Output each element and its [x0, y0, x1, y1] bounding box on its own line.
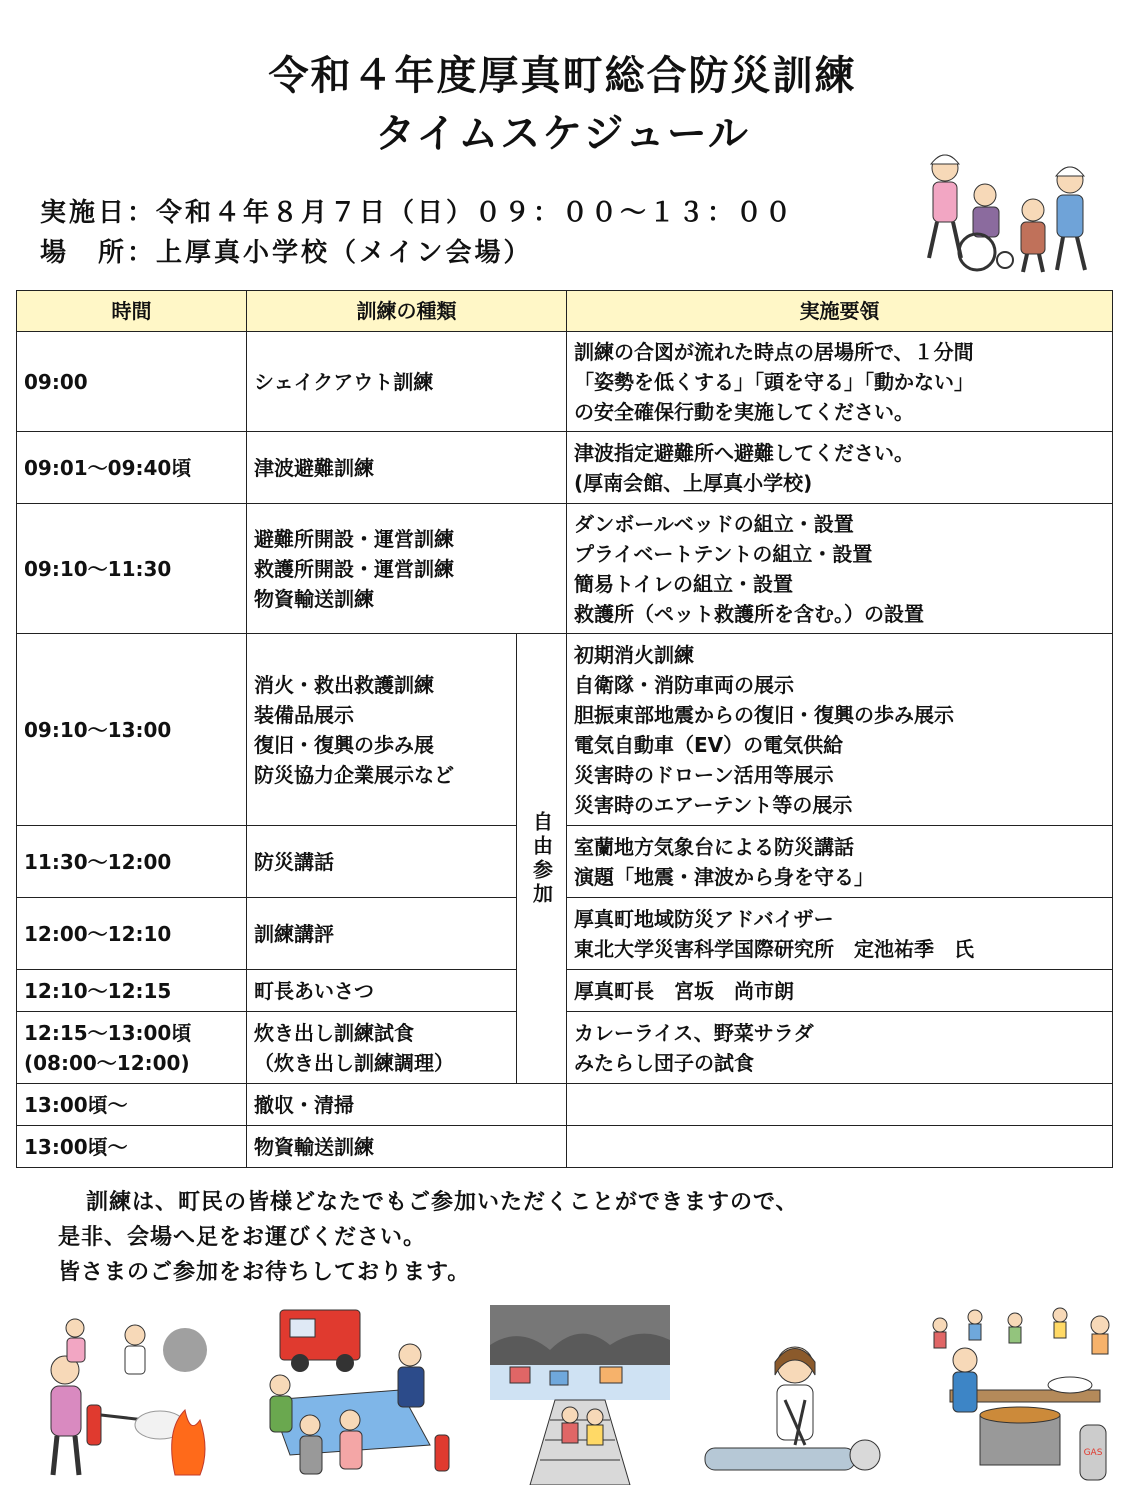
row-details: ダンボールベッドの組立・設置 プライベートテントの組立・設置 簡易トイレの組立・設置 救護所（ペット救護所を含む。）の設置: [567, 504, 1113, 634]
table-header-row: [17, 291, 1113, 332]
gas-label: GAS: [1083, 1448, 1103, 1458]
header-type: 訓練の種類: [247, 291, 567, 332]
table-row: [17, 1126, 1113, 1168]
row-time: 09:00: [17, 332, 247, 432]
table-row: [17, 432, 1113, 504]
evacuation-people-illustration: [905, 140, 1105, 275]
table-row: [17, 332, 1113, 432]
table-row: [17, 1084, 1113, 1126]
row-type: 炊き出し訓練試食 （炊き出し訓練調理）: [247, 1012, 517, 1084]
row-time: 09:10～13:00: [17, 634, 247, 826]
page-subtitle: タイムスケジュール: [375, 111, 750, 157]
row-details: 厚真町長 宮坂 尚市朗: [567, 970, 1113, 1012]
row-time: 09:01～09:40頃: [17, 432, 247, 504]
row-type: 消火・救出救護訓練 装備品展示 復旧・復興の歩み展 防災協力企業展示など: [247, 634, 517, 826]
row-time: 09:10～11:30: [17, 504, 247, 634]
free-participation-cell: [517, 634, 567, 1084]
row-time: 13:00頃～: [17, 1084, 247, 1126]
table-row: [17, 504, 1113, 634]
row-time: 12:15～13:00頃 (08:00～12:00): [17, 1012, 247, 1084]
event-place: 場 所：上厚真小学校（メイン会場）: [40, 238, 533, 268]
schedule-table: [16, 290, 1113, 1168]
row-time: 11:30～12:00: [17, 826, 247, 898]
row-type: シェイクアウト訓練: [247, 332, 567, 432]
free-participation-label: 自由参加: [529, 810, 554, 907]
table-row: [17, 634, 1113, 826]
cooking-training-illustration: [920, 1305, 1120, 1485]
row-type: 防災講話: [247, 826, 517, 898]
row-type: 町長あいさつ: [247, 970, 517, 1012]
row-details: [567, 1084, 1113, 1126]
row-details: 室蘭地方気象台による防災講話 演題「地震・津波から身を守る」: [567, 826, 1113, 898]
row-type: 物資輸送訓練: [247, 1126, 567, 1168]
row-type: 撤収・清掃: [247, 1084, 567, 1126]
row-type: 訓練講評: [247, 898, 517, 970]
row-time: 13:00頃～: [17, 1126, 247, 1168]
fire-truck-display-illustration: [250, 1305, 460, 1485]
row-type: 避難所開設・運営訓練 救護所開設・運営訓練 物資輸送訓練: [247, 504, 567, 634]
row-details: 厚真町地域防災アドバイザー 東北大学災害科学国際研究所 定池祐季 氏: [567, 898, 1113, 970]
fire-extinguishing-illustration: [25, 1310, 215, 1480]
row-details: カレーライス、野菜サラダ みたらし団子の試食: [567, 1012, 1113, 1084]
row-details: 訓練の合図が流れた時点の居場所で、１分間 「姿勢を低くする」「頭を守る」「動かない」 の安全確保行動を実施してください。: [567, 332, 1113, 432]
row-details: 津波指定避難所へ避難してください。 (厚南会館、上厚真小学校): [567, 432, 1113, 504]
header-time: 時間: [17, 291, 247, 332]
row-time: 12:10～12:15: [17, 970, 247, 1012]
row-time: 12:00～12:10: [17, 898, 247, 970]
row-type: 津波避難訓練: [247, 432, 567, 504]
row-details: 初期消火訓練 自衛隊・消防車両の展示 胆振東部地震からの復旧・復興の歩み展示 電気自動車（EV）の電気供給 災害時のドローン活用等展示 災害時のエアーテント等の展示: [567, 634, 1113, 826]
row-details: [567, 1126, 1113, 1168]
footer-message: 訓練は、町民の皆様どなたでもご参加いただくことができますので、 是非、会場へ足をお運びください。 皆さまのご参加をお待ちしております。: [58, 1190, 799, 1285]
page-title: 令和４年度厚真町総合防災訓練: [268, 53, 857, 99]
cpr-training-illustration: [695, 1330, 895, 1480]
header-details: 実施要領: [567, 291, 1113, 332]
tsunami-evacuation-illustration: [490, 1305, 670, 1485]
event-date: 実施日：令和４年８月７日（日）０９：００～１３：００: [40, 198, 795, 228]
